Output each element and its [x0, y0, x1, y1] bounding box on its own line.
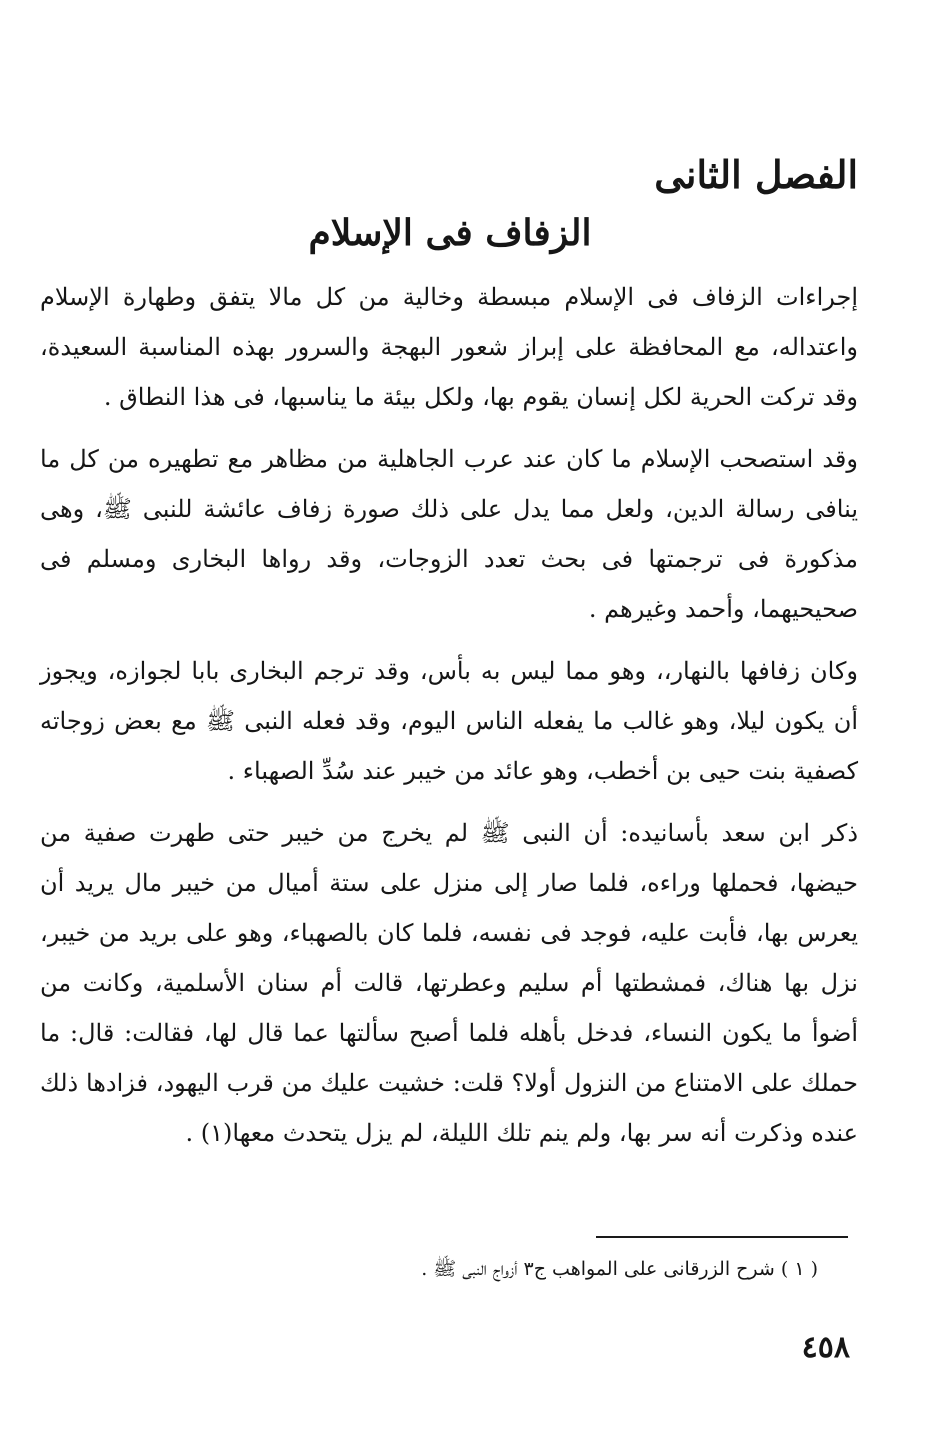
paragraph-3: وكان زفافها بالنهار،، وهو مما ليس به بأس، وقد ترجم البخارى بابا لجوازه، ويجوز أن يكون ليلا، وهو غالب ما يفعله الناس اليوم، وقد فعله النبى ﷺ مع بعض زوجاته كصفية بنت حيى بن أخطب، وهو عائد من خيبر عند سُدِّ الصهباء . [40, 657, 858, 785]
section-title: الزفاف فى الإسلام [308, 212, 592, 254]
chapter-title: الفصل الثانى [654, 152, 858, 197]
body-text [40, 272, 858, 1170]
footnote: ( ١ ) شرح الزرقانى على المواهب ج٣ أزواج النبى ﷺ . [421, 1258, 818, 1280]
paragraph-2: وقد استصحب الإسلام ما كان عند عرب الجاهلية من مظاهر مع تطهيره من كل ما ينافى رسالة الدين، ولعل مما يدل على ذلك صورة زفاف عائشة للنبى ﷺ، وهى مذكورة فى ترجمتها فى بحث تعدد الزوجات، وقد رواها البخارى ومسلم فى صحيحيهما، وأحمد وغيرهم . [40, 445, 858, 623]
page-number: ٤٥٨ [801, 1330, 850, 1365]
footnote-divider [596, 1236, 848, 1238]
paragraph-4: ذكر ابن سعد بأسانيده: أن النبى ﷺ لم يخرج من خيبر حتى طهرت صفية من حيضها، فحملها وراءه، فلما صار إلى منزل على ستة أميال من خيبر مال يريد أن يعرس بها، فأبت عليه، فوجد فى نفسه، فلما كان بالصهباء، وهو على بريد من خيبر، نزل بها هناك، فمشطتها أم سليم وعطرتها، قالت أم سنان الأسلمية، وكانت من أضوأ ما يكون النساء، فدخل بأهله فلما أصبح سألتها عما قال لها، فقالت: قال: ما حملك على الامتناع من النزول أولا؟ قلت: خشيت عليك من قرب اليهود، فزادها ذلك عنده وذكرت أنه سر بها، ولم ينم تلك الليلة، لم يزل يتحدث معها(١) . [40, 819, 859, 1147]
paragraph-1: إجراءات الزفاف فى الإسلام مبسطة وخالية من كل مالا يتفق وطهارة الإسلام واعتداله، مع المحافظة على إبراز شعور البهجة والسرور بهذه المناسبة السعيدة، وقد تركت الحرية لكل إنسان يقوم بها، ولكل بيئة ما يناسبها، فى هذا النطاق . [40, 283, 858, 411]
